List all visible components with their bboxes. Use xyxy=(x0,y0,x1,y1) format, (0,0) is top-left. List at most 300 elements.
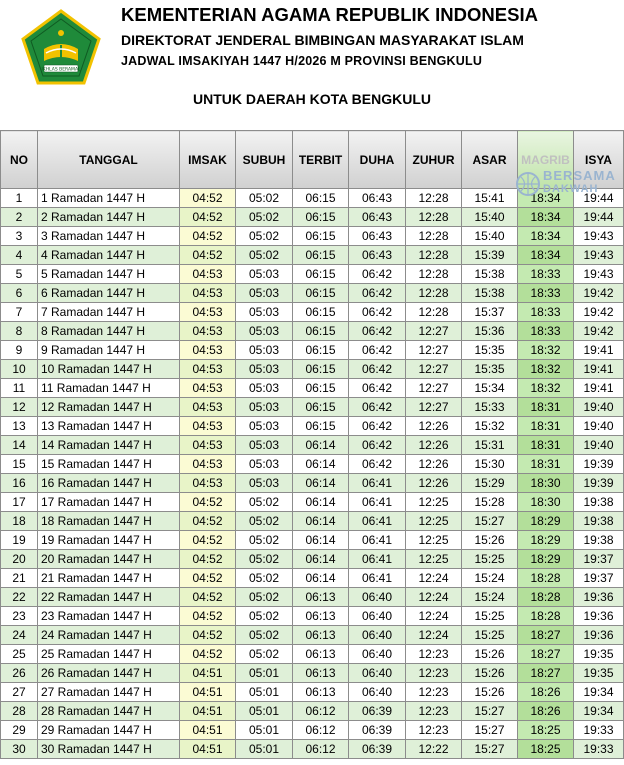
cell-asar: 15:38 xyxy=(462,265,518,284)
cell-tanggal: 13 Ramadan 1447 H xyxy=(38,417,180,436)
col-header-imsak: IMSAK xyxy=(180,131,236,189)
cell-magrib: 18:26 xyxy=(518,702,574,721)
cell-imsak: 04:51 xyxy=(180,683,236,702)
cell-magrib: 18:33 xyxy=(518,265,574,284)
cell-isya: 19:36 xyxy=(574,588,624,607)
cell-zuhur: 12:25 xyxy=(406,493,462,512)
cell-duha: 06:42 xyxy=(349,284,406,303)
cell-asar: 15:39 xyxy=(462,246,518,265)
cell-isya: 19:41 xyxy=(574,341,624,360)
table-row xyxy=(1,303,624,322)
cell-terbit: 06:15 xyxy=(293,227,349,246)
cell-zuhur: 12:24 xyxy=(406,569,462,588)
cell-tanggal: 26 Ramadan 1447 H xyxy=(38,664,180,683)
cell-no: 6 xyxy=(1,284,38,303)
cell-asar: 15:40 xyxy=(462,227,518,246)
table-row xyxy=(1,721,624,740)
cell-no: 17 xyxy=(1,493,38,512)
cell-asar: 15:40 xyxy=(462,208,518,227)
cell-asar: 15:27 xyxy=(462,740,518,759)
cell-duha: 06:40 xyxy=(349,626,406,645)
cell-imsak: 04:52 xyxy=(180,246,236,265)
cell-magrib: 18:30 xyxy=(518,474,574,493)
cell-terbit: 06:13 xyxy=(293,607,349,626)
cell-zuhur: 12:23 xyxy=(406,702,462,721)
cell-subuh: 05:02 xyxy=(236,512,293,531)
cell-no: 12 xyxy=(1,398,38,417)
cell-asar: 15:26 xyxy=(462,531,518,550)
cell-asar: 15:25 xyxy=(462,626,518,645)
cell-terbit: 06:15 xyxy=(293,189,349,208)
cell-duha: 06:42 xyxy=(349,398,406,417)
cell-zuhur: 12:25 xyxy=(406,531,462,550)
cell-zuhur: 12:28 xyxy=(406,284,462,303)
cell-no: 10 xyxy=(1,360,38,379)
cell-zuhur: 12:23 xyxy=(406,645,462,664)
cell-tanggal: 2 Ramadan 1447 H xyxy=(38,208,180,227)
cell-no: 23 xyxy=(1,607,38,626)
cell-imsak: 04:52 xyxy=(180,493,236,512)
cell-duha: 06:42 xyxy=(349,455,406,474)
cell-imsak: 04:52 xyxy=(180,569,236,588)
cell-magrib: 18:26 xyxy=(518,683,574,702)
table-row xyxy=(1,265,624,284)
cell-subuh: 05:01 xyxy=(236,721,293,740)
cell-terbit: 06:14 xyxy=(293,512,349,531)
cell-zuhur: 12:24 xyxy=(406,607,462,626)
cell-zuhur: 12:23 xyxy=(406,721,462,740)
cell-zuhur: 12:24 xyxy=(406,588,462,607)
table-row xyxy=(1,208,624,227)
cell-zuhur: 12:24 xyxy=(406,626,462,645)
cell-terbit: 06:12 xyxy=(293,740,349,759)
table-row xyxy=(1,645,624,664)
cell-tanggal: 14 Ramadan 1447 H xyxy=(38,436,180,455)
cell-tanggal: 28 Ramadan 1447 H xyxy=(38,702,180,721)
table-row xyxy=(1,417,624,436)
cell-no: 1 xyxy=(1,189,38,208)
cell-duha: 06:42 xyxy=(349,379,406,398)
table-row xyxy=(1,436,624,455)
cell-zuhur: 12:27 xyxy=(406,322,462,341)
cell-no: 27 xyxy=(1,683,38,702)
logo-motto: IKHLAS BERAMAL xyxy=(41,67,81,73)
cell-magrib: 18:28 xyxy=(518,588,574,607)
cell-terbit: 06:15 xyxy=(293,322,349,341)
cell-subuh: 05:01 xyxy=(236,702,293,721)
cell-terbit: 06:15 xyxy=(293,417,349,436)
table-row xyxy=(1,569,624,588)
cell-no: 13 xyxy=(1,417,38,436)
cell-duha: 06:42 xyxy=(349,417,406,436)
cell-tanggal: 30 Ramadan 1447 H xyxy=(38,740,180,759)
cell-terbit: 06:14 xyxy=(293,569,349,588)
cell-no: 5 xyxy=(1,265,38,284)
cell-tanggal: 8 Ramadan 1447 H xyxy=(38,322,180,341)
cell-asar: 15:26 xyxy=(462,645,518,664)
cell-no: 20 xyxy=(1,550,38,569)
cell-no: 8 xyxy=(1,322,38,341)
cell-asar: 15:33 xyxy=(462,398,518,417)
cell-isya: 19:44 xyxy=(574,189,624,208)
cell-no: 2 xyxy=(1,208,38,227)
cell-tanggal: 22 Ramadan 1447 H xyxy=(38,588,180,607)
table-row xyxy=(1,455,624,474)
cell-isya: 19:43 xyxy=(574,227,624,246)
table-row xyxy=(1,379,624,398)
cell-no: 26 xyxy=(1,664,38,683)
cell-tanggal: 7 Ramadan 1447 H xyxy=(38,303,180,322)
table-row xyxy=(1,227,624,246)
cell-subuh: 05:03 xyxy=(236,417,293,436)
cell-isya: 19:39 xyxy=(574,455,624,474)
cell-tanggal: 24 Ramadan 1447 H xyxy=(38,626,180,645)
cell-imsak: 04:52 xyxy=(180,626,236,645)
cell-imsak: 04:53 xyxy=(180,341,236,360)
ministry-title: KEMENTERIAN AGAMA REPUBLIK INDONESIA xyxy=(121,4,538,25)
cell-subuh: 05:03 xyxy=(236,360,293,379)
cell-asar: 15:25 xyxy=(462,550,518,569)
cell-subuh: 05:03 xyxy=(236,398,293,417)
cell-subuh: 05:02 xyxy=(236,588,293,607)
document-header xyxy=(0,0,624,130)
cell-subuh: 05:01 xyxy=(236,740,293,759)
cell-asar: 15:27 xyxy=(462,512,518,531)
cell-duha: 06:41 xyxy=(349,531,406,550)
cell-no: 9 xyxy=(1,341,38,360)
cell-zuhur: 12:28 xyxy=(406,246,462,265)
cell-subuh: 05:02 xyxy=(236,208,293,227)
cell-no: 3 xyxy=(1,227,38,246)
cell-tanggal: 20 Ramadan 1447 H xyxy=(38,550,180,569)
cell-tanggal: 18 Ramadan 1447 H xyxy=(38,512,180,531)
cell-magrib: 18:33 xyxy=(518,303,574,322)
cell-no: 4 xyxy=(1,246,38,265)
cell-isya: 19:40 xyxy=(574,398,624,417)
cell-duha: 06:42 xyxy=(349,341,406,360)
col-header-zuhur: ZUHUR xyxy=(406,131,462,189)
cell-no: 19 xyxy=(1,531,38,550)
cell-subuh: 05:03 xyxy=(236,436,293,455)
cell-magrib: 18:28 xyxy=(518,607,574,626)
table-row xyxy=(1,284,624,303)
cell-zuhur: 12:28 xyxy=(406,265,462,284)
cell-duha: 06:39 xyxy=(349,740,406,759)
cell-duha: 06:40 xyxy=(349,683,406,702)
cell-subuh: 05:03 xyxy=(236,265,293,284)
cell-imsak: 04:53 xyxy=(180,455,236,474)
cell-asar: 15:30 xyxy=(462,455,518,474)
cell-zuhur: 12:26 xyxy=(406,455,462,474)
cell-imsak: 04:53 xyxy=(180,284,236,303)
cell-no: 18 xyxy=(1,512,38,531)
cell-tanggal: 12 Ramadan 1447 H xyxy=(38,398,180,417)
cell-duha: 06:42 xyxy=(349,322,406,341)
cell-asar: 15:26 xyxy=(462,664,518,683)
cell-magrib: 18:32 xyxy=(518,379,574,398)
cell-isya: 19:33 xyxy=(574,740,624,759)
cell-tanggal: 6 Ramadan 1447 H xyxy=(38,284,180,303)
cell-no: 11 xyxy=(1,379,38,398)
cell-duha: 06:43 xyxy=(349,208,406,227)
cell-tanggal: 16 Ramadan 1447 H xyxy=(38,474,180,493)
cell-isya: 19:34 xyxy=(574,683,624,702)
cell-duha: 06:43 xyxy=(349,246,406,265)
cell-terbit: 06:13 xyxy=(293,626,349,645)
kemenag-logo-icon xyxy=(20,9,102,85)
cell-duha: 06:40 xyxy=(349,607,406,626)
cell-no: 15 xyxy=(1,455,38,474)
cell-asar: 15:24 xyxy=(462,569,518,588)
cell-subuh: 05:02 xyxy=(236,607,293,626)
cell-duha: 06:40 xyxy=(349,645,406,664)
cell-imsak: 04:52 xyxy=(180,227,236,246)
cell-asar: 15:31 xyxy=(462,436,518,455)
schedule-title: JADWAL IMSAKIYAH 1447 H/2026 M PROVINSI BENGKULU xyxy=(121,54,483,68)
col-header-subuh: SUBUH xyxy=(236,131,293,189)
cell-subuh: 05:02 xyxy=(236,550,293,569)
cell-magrib: 18:27 xyxy=(518,664,574,683)
cell-asar: 15:41 xyxy=(462,189,518,208)
cell-terbit: 06:12 xyxy=(293,702,349,721)
cell-subuh: 05:03 xyxy=(236,379,293,398)
cell-imsak: 04:53 xyxy=(180,417,236,436)
table-row xyxy=(1,588,624,607)
cell-subuh: 05:03 xyxy=(236,455,293,474)
cell-magrib: 18:29 xyxy=(518,512,574,531)
cell-duha: 06:41 xyxy=(349,474,406,493)
cell-magrib: 18:25 xyxy=(518,740,574,759)
cell-isya: 19:42 xyxy=(574,322,624,341)
table-row xyxy=(1,531,624,550)
cell-magrib: 18:31 xyxy=(518,455,574,474)
cell-magrib: 18:28 xyxy=(518,569,574,588)
col-header-magrib: MAGRIB xyxy=(518,131,574,189)
cell-imsak: 04:53 xyxy=(180,398,236,417)
cell-asar: 15:37 xyxy=(462,303,518,322)
table-row xyxy=(1,493,624,512)
cell-asar: 15:29 xyxy=(462,474,518,493)
cell-isya: 19:41 xyxy=(574,379,624,398)
cell-isya: 19:40 xyxy=(574,417,624,436)
watermark xyxy=(513,169,619,199)
cell-isya: 19:38 xyxy=(574,493,624,512)
cell-isya: 19:33 xyxy=(574,721,624,740)
cell-tanggal: 5 Ramadan 1447 H xyxy=(38,265,180,284)
cell-no: 16 xyxy=(1,474,38,493)
cell-magrib: 18:34 xyxy=(518,189,574,208)
cell-tanggal: 1 Ramadan 1447 H xyxy=(38,189,180,208)
cell-terbit: 06:15 xyxy=(293,246,349,265)
table-row xyxy=(1,341,624,360)
cell-subuh: 05:03 xyxy=(236,322,293,341)
cell-subuh: 05:02 xyxy=(236,246,293,265)
table-row xyxy=(1,512,624,531)
cell-imsak: 04:52 xyxy=(180,588,236,607)
cell-asar: 15:38 xyxy=(462,284,518,303)
cell-isya: 19:42 xyxy=(574,284,624,303)
cell-isya: 19:36 xyxy=(574,607,624,626)
cell-terbit: 06:14 xyxy=(293,493,349,512)
cell-imsak: 04:53 xyxy=(180,436,236,455)
cell-zuhur: 12:28 xyxy=(406,208,462,227)
cell-imsak: 04:53 xyxy=(180,360,236,379)
cell-duha: 06:41 xyxy=(349,512,406,531)
cell-asar: 15:32 xyxy=(462,417,518,436)
cell-magrib: 18:30 xyxy=(518,493,574,512)
cell-zuhur: 12:26 xyxy=(406,436,462,455)
cell-zuhur: 12:26 xyxy=(406,474,462,493)
table-row xyxy=(1,664,624,683)
cell-magrib: 18:31 xyxy=(518,398,574,417)
cell-duha: 06:42 xyxy=(349,265,406,284)
table-body xyxy=(1,189,624,759)
cell-terbit: 06:15 xyxy=(293,265,349,284)
table-row xyxy=(1,550,624,569)
cell-isya: 19:43 xyxy=(574,246,624,265)
cell-subuh: 05:03 xyxy=(236,284,293,303)
cell-magrib: 18:27 xyxy=(518,626,574,645)
cell-imsak: 04:51 xyxy=(180,664,236,683)
cell-tanggal: 3 Ramadan 1447 H xyxy=(38,227,180,246)
cell-magrib: 18:25 xyxy=(518,721,574,740)
cell-subuh: 05:03 xyxy=(236,474,293,493)
cell-tanggal: 21 Ramadan 1447 H xyxy=(38,569,180,588)
cell-imsak: 04:53 xyxy=(180,379,236,398)
cell-terbit: 06:15 xyxy=(293,341,349,360)
cell-duha: 06:42 xyxy=(349,436,406,455)
cell-terbit: 06:13 xyxy=(293,645,349,664)
cell-tanggal: 15 Ramadan 1447 H xyxy=(38,455,180,474)
cell-duha: 06:41 xyxy=(349,569,406,588)
cell-tanggal: 27 Ramadan 1447 H xyxy=(38,683,180,702)
cell-isya: 19:35 xyxy=(574,645,624,664)
cell-isya: 19:37 xyxy=(574,569,624,588)
imsakiyah-table xyxy=(0,130,624,759)
cell-terbit: 06:14 xyxy=(293,436,349,455)
cell-no: 7 xyxy=(1,303,38,322)
cell-zuhur: 12:27 xyxy=(406,360,462,379)
cell-zuhur: 12:28 xyxy=(406,303,462,322)
table-row xyxy=(1,398,624,417)
cell-subuh: 05:02 xyxy=(236,626,293,645)
cell-isya: 19:35 xyxy=(574,664,624,683)
cell-duha: 06:41 xyxy=(349,493,406,512)
cell-isya: 19:38 xyxy=(574,531,624,550)
cell-imsak: 04:51 xyxy=(180,721,236,740)
cell-tanggal: 10 Ramadan 1447 H xyxy=(38,360,180,379)
cell-terbit: 06:14 xyxy=(293,531,349,550)
table-row xyxy=(1,683,624,702)
cell-isya: 19:38 xyxy=(574,512,624,531)
table-row xyxy=(1,360,624,379)
table-row xyxy=(1,246,624,265)
cell-duha: 06:39 xyxy=(349,702,406,721)
cell-imsak: 04:51 xyxy=(180,740,236,759)
cell-subuh: 05:02 xyxy=(236,189,293,208)
cell-duha: 06:43 xyxy=(349,227,406,246)
cell-asar: 15:34 xyxy=(462,379,518,398)
cell-magrib: 18:34 xyxy=(518,227,574,246)
cell-asar: 15:28 xyxy=(462,493,518,512)
table-row xyxy=(1,607,624,626)
cell-zuhur: 12:25 xyxy=(406,512,462,531)
cell-no: 29 xyxy=(1,721,38,740)
cell-terbit: 06:15 xyxy=(293,379,349,398)
cell-magrib: 18:34 xyxy=(518,208,574,227)
col-header-duha: DUHA xyxy=(349,131,406,189)
cell-tanggal: 17 Ramadan 1447 H xyxy=(38,493,180,512)
cell-tanggal: 25 Ramadan 1447 H xyxy=(38,645,180,664)
cell-magrib: 18:33 xyxy=(518,322,574,341)
cell-zuhur: 12:27 xyxy=(406,379,462,398)
cell-isya: 19:40 xyxy=(574,436,624,455)
cell-imsak: 04:53 xyxy=(180,474,236,493)
cell-duha: 06:40 xyxy=(349,664,406,683)
table-row xyxy=(1,626,624,645)
cell-tanggal: 23 Ramadan 1447 H xyxy=(38,607,180,626)
cell-isya: 19:41 xyxy=(574,360,624,379)
table-row xyxy=(1,474,624,493)
cell-imsak: 04:53 xyxy=(180,265,236,284)
cell-zuhur: 12:23 xyxy=(406,664,462,683)
cell-subuh: 05:02 xyxy=(236,531,293,550)
cell-asar: 15:35 xyxy=(462,360,518,379)
cell-asar: 15:25 xyxy=(462,607,518,626)
cell-subuh: 05:02 xyxy=(236,493,293,512)
cell-tanggal: 11 Ramadan 1447 H xyxy=(38,379,180,398)
watermark-line1: BERSAMA xyxy=(543,168,616,183)
cell-duha: 06:39 xyxy=(349,721,406,740)
cell-zuhur: 12:27 xyxy=(406,341,462,360)
cell-no: 25 xyxy=(1,645,38,664)
watermark-line2: DAKWAH xyxy=(543,183,599,195)
cell-terbit: 06:13 xyxy=(293,588,349,607)
table-row xyxy=(1,740,624,759)
region-title: UNTUK DAERAH KOTA BENGKULU xyxy=(193,91,431,107)
cell-magrib: 18:29 xyxy=(518,550,574,569)
cell-magrib: 18:29 xyxy=(518,531,574,550)
cell-zuhur: 12:25 xyxy=(406,550,462,569)
cell-no: 28 xyxy=(1,702,38,721)
cell-subuh: 05:02 xyxy=(236,645,293,664)
cell-duha: 06:41 xyxy=(349,550,406,569)
cell-asar: 15:26 xyxy=(462,683,518,702)
cell-imsak: 04:52 xyxy=(180,208,236,227)
cell-no: 30 xyxy=(1,740,38,759)
cell-terbit: 06:14 xyxy=(293,455,349,474)
cell-terbit: 06:15 xyxy=(293,208,349,227)
cell-imsak: 04:52 xyxy=(180,607,236,626)
cell-no: 14 xyxy=(1,436,38,455)
cell-imsak: 04:53 xyxy=(180,322,236,341)
cell-terbit: 06:15 xyxy=(293,360,349,379)
cell-terbit: 06:14 xyxy=(293,474,349,493)
cell-magrib: 18:27 xyxy=(518,645,574,664)
cell-asar: 15:35 xyxy=(462,341,518,360)
cell-magrib: 18:31 xyxy=(518,417,574,436)
cell-isya: 19:36 xyxy=(574,626,624,645)
cell-isya: 19:42 xyxy=(574,303,624,322)
cell-asar: 15:24 xyxy=(462,588,518,607)
col-header-terbit: TERBIT xyxy=(293,131,349,189)
cell-duha: 06:42 xyxy=(349,360,406,379)
directorate-title: DIREKTORAT JENDERAL BIMBINGAN MASYARAKAT ISLAM xyxy=(121,32,524,48)
cell-subuh: 05:02 xyxy=(236,227,293,246)
cell-imsak: 04:52 xyxy=(180,531,236,550)
cell-subuh: 05:02 xyxy=(236,569,293,588)
cell-zuhur: 12:28 xyxy=(406,189,462,208)
